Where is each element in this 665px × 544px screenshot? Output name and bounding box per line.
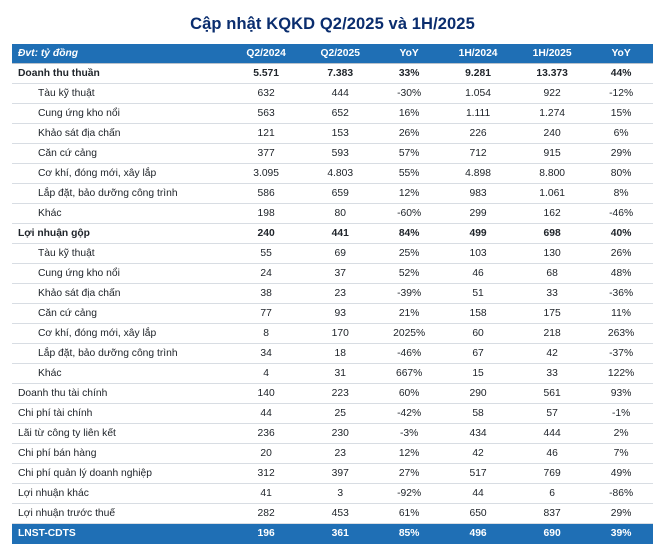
row-value: 26%: [377, 124, 441, 144]
row-value: 632: [229, 84, 303, 104]
row-value: 263%: [589, 324, 653, 344]
row-value: 698: [515, 224, 589, 244]
row-value: 170: [303, 324, 377, 344]
row-label: Lãi từ công ty liên kết: [12, 424, 229, 444]
row-value: 33%: [377, 64, 441, 84]
row-value: -37%: [589, 344, 653, 364]
row-value: 312: [229, 464, 303, 484]
row-value: 80: [303, 204, 377, 224]
row-value: 41: [229, 484, 303, 504]
row-value: 593: [303, 144, 377, 164]
row-label: Cơ khí, đóng mới, xây lắp: [12, 324, 229, 344]
row-label: Chi phí bán hàng: [12, 444, 229, 464]
row-value: 23: [303, 284, 377, 304]
row-value: -39%: [377, 284, 441, 304]
row-value: 499: [441, 224, 515, 244]
row-value: 3: [303, 484, 377, 504]
table-row: [12, 504, 653, 524]
row-value: 915: [515, 144, 589, 164]
row-value: 44: [229, 404, 303, 424]
row-label: Lắp đặt, bảo dưỡng công trình: [12, 344, 229, 364]
row-value: -36%: [589, 284, 653, 304]
row-value: 11%: [589, 304, 653, 324]
row-value: -46%: [589, 204, 653, 224]
table-row: [12, 104, 653, 124]
row-value: 55: [229, 244, 303, 264]
row-value: 48%: [589, 264, 653, 284]
row-value: 60%: [377, 384, 441, 404]
row-value: -86%: [589, 484, 653, 504]
row-value: 80%: [589, 164, 653, 184]
row-value: 21%: [377, 304, 441, 324]
row-value: 85%: [377, 524, 441, 544]
row-label: Cung ứng kho nổi: [12, 104, 229, 124]
row-label: Cung ứng kho nổi: [12, 264, 229, 284]
row-value: 93: [303, 304, 377, 324]
row-value: 140: [229, 384, 303, 404]
row-value: 4.803: [303, 164, 377, 184]
row-label: Căn cứ cảng: [12, 144, 229, 164]
row-value: 4: [229, 364, 303, 384]
row-label: Khác: [12, 364, 229, 384]
row-value: 444: [515, 424, 589, 444]
row-label: LNST-CDTS: [12, 524, 229, 544]
row-value: 712: [441, 144, 515, 164]
row-value: 25%: [377, 244, 441, 264]
row-value: 60: [441, 324, 515, 344]
table-row: [12, 84, 653, 104]
column-header-yoy-half: YoY: [589, 44, 653, 64]
row-value: 1.061: [515, 184, 589, 204]
row-value: 153: [303, 124, 377, 144]
row-value: 33: [515, 364, 589, 384]
column-header-q2-2024: Q2/2024: [229, 44, 303, 64]
table-row: [12, 184, 653, 204]
row-value: 226: [441, 124, 515, 144]
table-row: [12, 364, 653, 384]
row-value: 397: [303, 464, 377, 484]
table-row: [12, 524, 653, 544]
row-value: 33: [515, 284, 589, 304]
row-value: 52%: [377, 264, 441, 284]
row-value: 2025%: [377, 324, 441, 344]
row-value: 25: [303, 404, 377, 424]
row-value: 6: [515, 484, 589, 504]
row-label: Lợi nhuận gộp: [12, 224, 229, 244]
row-value: 1.274: [515, 104, 589, 124]
row-label: Doanh thu tài chính: [12, 384, 229, 404]
row-value: 58: [441, 404, 515, 424]
row-value: 361: [303, 524, 377, 544]
row-value: 659: [303, 184, 377, 204]
table-row: [12, 164, 653, 184]
table-row: [12, 224, 653, 244]
row-label: Căn cứ cảng: [12, 304, 229, 324]
row-value: 26%: [589, 244, 653, 264]
row-value: 5.571: [229, 64, 303, 84]
unit-label: Đvt: tỷ đồng: [12, 44, 229, 64]
row-value: 69: [303, 244, 377, 264]
table-header-row: [12, 44, 653, 64]
row-value: 44: [441, 484, 515, 504]
row-value: 290: [441, 384, 515, 404]
row-value: 218: [515, 324, 589, 344]
row-label: Tàu kỹ thuật: [12, 84, 229, 104]
column-header-1h-2024: 1H/2024: [441, 44, 515, 64]
row-value: 39%: [589, 524, 653, 544]
row-value: 444: [303, 84, 377, 104]
row-label: Doanh thu thuần: [12, 64, 229, 84]
row-value: 16%: [377, 104, 441, 124]
row-value: -3%: [377, 424, 441, 444]
table-row: [12, 284, 653, 304]
row-value: 31: [303, 364, 377, 384]
table-row: [12, 484, 653, 504]
row-value: 922: [515, 84, 589, 104]
row-value: 18: [303, 344, 377, 364]
row-label: Khác: [12, 204, 229, 224]
row-value: 517: [441, 464, 515, 484]
row-value: 20: [229, 444, 303, 464]
table-row: [12, 124, 653, 144]
row-value: 983: [441, 184, 515, 204]
row-value: 42: [515, 344, 589, 364]
row-value: 441: [303, 224, 377, 244]
row-value: 57%: [377, 144, 441, 164]
table-row: [12, 324, 653, 344]
row-value: 650: [441, 504, 515, 524]
table-row: [12, 264, 653, 284]
row-value: 7.383: [303, 64, 377, 84]
row-value: 8: [229, 324, 303, 344]
row-value: 162: [515, 204, 589, 224]
row-value: 121: [229, 124, 303, 144]
row-value: 240: [515, 124, 589, 144]
page-title: Cập nhật KQKD Q2/2025 và 1H/2025: [190, 15, 475, 33]
row-value: 1.054: [441, 84, 515, 104]
row-value: 496: [441, 524, 515, 544]
row-value: 46: [515, 444, 589, 464]
row-value: -30%: [377, 84, 441, 104]
kqkd-table: [12, 44, 653, 544]
table-body: [12, 64, 653, 544]
row-value: 563: [229, 104, 303, 124]
table-row: [12, 404, 653, 424]
row-value: 51: [441, 284, 515, 304]
column-header-yoy-quarter: YoY: [377, 44, 441, 64]
row-value: 37: [303, 264, 377, 284]
row-value: 84%: [377, 224, 441, 244]
row-value: 7%: [589, 444, 653, 464]
row-value: 44%: [589, 64, 653, 84]
row-value: 77: [229, 304, 303, 324]
row-value: 158: [441, 304, 515, 324]
row-value: 434: [441, 424, 515, 444]
row-value: 12%: [377, 444, 441, 464]
row-value: 12%: [377, 184, 441, 204]
row-value: 49%: [589, 464, 653, 484]
row-label: Cơ khí, đóng mới, xây lắp: [12, 164, 229, 184]
row-value: -1%: [589, 404, 653, 424]
row-value: 3.095: [229, 164, 303, 184]
table-row: [12, 384, 653, 404]
row-value: 667%: [377, 364, 441, 384]
table-row: [12, 464, 653, 484]
row-value: 57: [515, 404, 589, 424]
row-value: 46: [441, 264, 515, 284]
row-label: Tàu kỹ thuật: [12, 244, 229, 264]
row-value: 9.281: [441, 64, 515, 84]
row-value: 196: [229, 524, 303, 544]
table-row: [12, 244, 653, 264]
row-value: 23: [303, 444, 377, 464]
row-value: 6%: [589, 124, 653, 144]
row-value: 561: [515, 384, 589, 404]
row-value: 769: [515, 464, 589, 484]
row-label: Khảo sát địa chấn: [12, 284, 229, 304]
table-row: [12, 144, 653, 164]
table-row: [12, 444, 653, 464]
row-label: Chi phí tài chính: [12, 404, 229, 424]
row-value: 299: [441, 204, 515, 224]
row-label: Lắp đặt, bảo dưỡng công trình: [12, 184, 229, 204]
row-value: 122%: [589, 364, 653, 384]
table-row: [12, 204, 653, 224]
row-value: 29%: [589, 144, 653, 164]
row-value: 68: [515, 264, 589, 284]
row-value: 24: [229, 264, 303, 284]
row-value: 1.111: [441, 104, 515, 124]
row-value: 175: [515, 304, 589, 324]
row-label: Lợi nhuận trước thuế: [12, 504, 229, 524]
row-value: 198: [229, 204, 303, 224]
row-value: -60%: [377, 204, 441, 224]
table-row: [12, 64, 653, 84]
row-value: 230: [303, 424, 377, 444]
row-value: 34: [229, 344, 303, 364]
row-value: 8.800: [515, 164, 589, 184]
row-value: -12%: [589, 84, 653, 104]
row-value: 40%: [589, 224, 653, 244]
row-label: Chi phí quản lý doanh nghiệp: [12, 464, 229, 484]
row-value: 236: [229, 424, 303, 444]
row-value: 13.373: [515, 64, 589, 84]
row-value: -92%: [377, 484, 441, 504]
row-value: 223: [303, 384, 377, 404]
row-value: 38: [229, 284, 303, 304]
row-value: 55%: [377, 164, 441, 184]
row-value: 130: [515, 244, 589, 264]
row-value: 282: [229, 504, 303, 524]
row-label: Khảo sát địa chấn: [12, 124, 229, 144]
row-value: 4.898: [441, 164, 515, 184]
table-row: [12, 424, 653, 444]
row-label: Lợi nhuận khác: [12, 484, 229, 504]
row-value: 42: [441, 444, 515, 464]
table-row: [12, 304, 653, 324]
row-value: 837: [515, 504, 589, 524]
row-value: 15: [441, 364, 515, 384]
row-value: 103: [441, 244, 515, 264]
row-value: -42%: [377, 404, 441, 424]
column-header-1h-2025: 1H/2025: [515, 44, 589, 64]
row-value: 29%: [589, 504, 653, 524]
table-header: [12, 44, 653, 64]
row-value: 240: [229, 224, 303, 244]
row-value: 652: [303, 104, 377, 124]
row-value: 2%: [589, 424, 653, 444]
row-value: 586: [229, 184, 303, 204]
row-value: 61%: [377, 504, 441, 524]
column-header-q2-2025: Q2/2025: [303, 44, 377, 64]
row-value: -46%: [377, 344, 441, 364]
row-value: 453: [303, 504, 377, 524]
row-value: 67: [441, 344, 515, 364]
row-value: 377: [229, 144, 303, 164]
row-value: 93%: [589, 384, 653, 404]
row-value: 15%: [589, 104, 653, 124]
row-value: 690: [515, 524, 589, 544]
table-row: [12, 344, 653, 364]
row-value: 8%: [589, 184, 653, 204]
row-value: 27%: [377, 464, 441, 484]
